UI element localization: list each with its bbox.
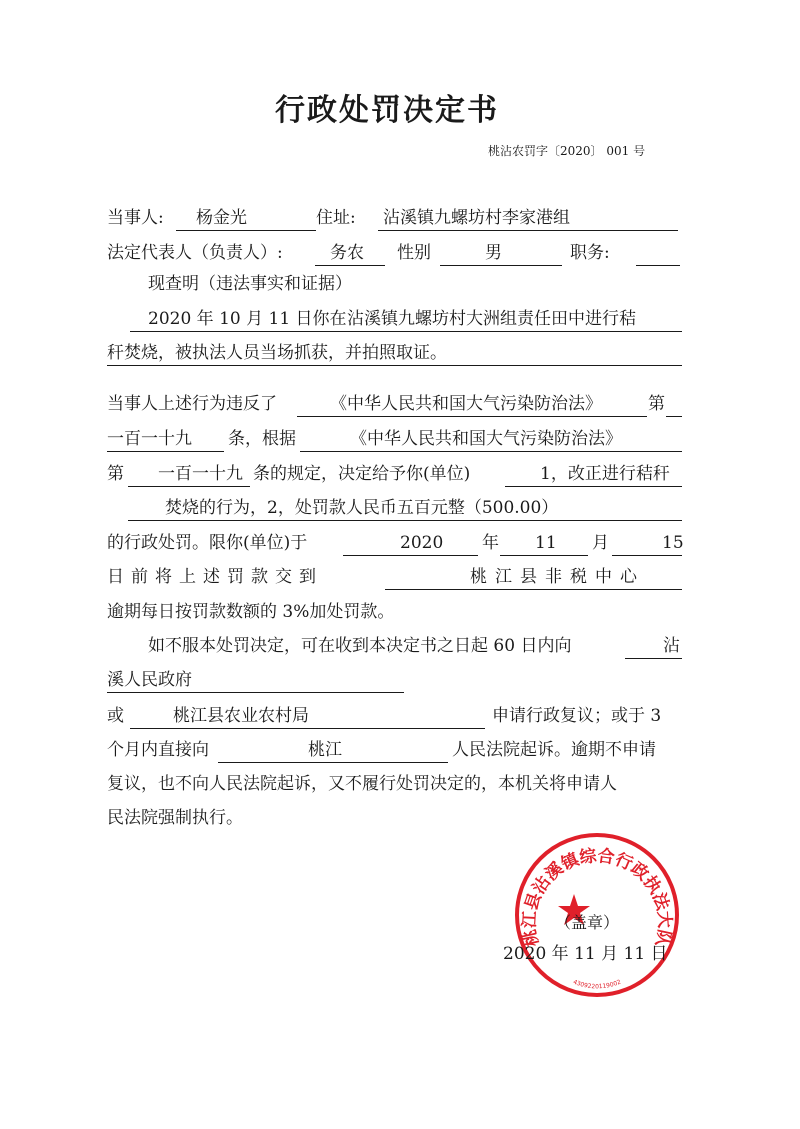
gender-underline [440, 265, 562, 266]
rule-text: 条的规定，决定给予你(单位) [253, 464, 471, 484]
deadline-line2-prefix: 日前将上述罚款交到 [107, 567, 323, 587]
appeal-or: 或 [107, 706, 124, 726]
basis-law-underline [300, 451, 682, 452]
appeal-line1: 如不服本处罚决定，可在收到本决定书之日起 60 日内向 [148, 636, 572, 656]
party-name: 杨金光 [196, 208, 247, 228]
facts-line2-underline [107, 365, 682, 366]
appeal-review-suffix: 申请行政复议；或于 3 [492, 706, 662, 726]
appeal-gov-part1: 沾 [663, 636, 680, 656]
article-number: 一百一十九 [107, 429, 192, 449]
appeal-line3-suffix: 人民法院起诉。逾期不申请 [452, 740, 656, 760]
payee-underline [385, 589, 682, 590]
document-date: 2020 年 11 月 11 日 [503, 944, 668, 964]
gender-value: 男 [485, 243, 502, 263]
article-di: 第 [648, 394, 665, 414]
facts-line1-underline [130, 331, 682, 332]
document-title: 行政处罚决定书 [275, 93, 499, 128]
deadline-year-label: 年 [482, 533, 499, 553]
gender-label: 性别 [397, 243, 431, 263]
party-label: 当事人: [107, 208, 164, 228]
article-suffix: 条，根据 [228, 429, 296, 449]
deadline-year: 2020 [400, 533, 444, 553]
legal-rep-underline [315, 265, 385, 266]
appeal-agency: 桃江县农业农村局 [173, 706, 309, 726]
address-label: 住址: [316, 208, 356, 228]
position-label: 职务: [570, 243, 610, 263]
deadline-month-underline [500, 555, 588, 556]
document-number: 桃沾农罚字〔2020〕 001 号 [488, 144, 646, 158]
deadline-month: 11 [535, 533, 557, 553]
article-di-underline [666, 416, 682, 417]
stamp-label: （盖章） [555, 913, 620, 932]
legal-rep-label: 法定代表人（负责人）: [107, 243, 283, 263]
appeal-court-underline [218, 762, 448, 763]
penalty-line2: 焚烧的行为，2，处罚款人民币五百元整（500.00） [165, 498, 559, 518]
article2-di: 第 [107, 464, 124, 484]
law-underline [297, 416, 647, 417]
appeal-gov1-underline [625, 658, 682, 659]
deadline-day: 15 [662, 533, 684, 553]
facts-heading: 现查明（违法事实和证据） [148, 274, 352, 294]
violated-law: 《中华人民共和国大气污染防治法》 [330, 394, 602, 414]
appeal-gov2-underline [107, 692, 404, 693]
basis-law: 《中华人民共和国大气污染防治法》 [350, 429, 622, 449]
article-number-underline [107, 451, 224, 452]
deadline-month-label: 月 [592, 533, 609, 553]
address-value: 沾溪镇九螺坊村李家港组 [383, 208, 570, 228]
facts-line2: 秆焚烧，被执法人员当场抓获，并拍照取证。 [107, 343, 447, 363]
appeal-agency-underline [130, 728, 485, 729]
seal-number: 4309220119002 [571, 978, 623, 991]
appeal-line5: 民法院强制执行。 [107, 808, 243, 828]
appeal-line3-prefix: 个月内直接向 [107, 740, 209, 760]
address-underline [378, 230, 678, 231]
penalty-line1: 1，改正进行秸秆 [540, 464, 670, 484]
appeal-court: 桃江 [308, 740, 342, 760]
penalty-line2-underline [128, 520, 682, 521]
appeal-line4: 复议，也不向人民法院起诉，又不履行处罚决定的，本机关将申请人 [107, 774, 617, 794]
article2-number: 一百一十九 [158, 464, 243, 484]
late-fee-text: 逾期每日按罚款数额的 3%加处罚款。 [107, 602, 395, 622]
deadline-year-underline [343, 555, 478, 556]
facts-line1-prefix: 2020 年 10 月 11 日你在 [148, 309, 347, 329]
facts-line1-place: 沾溪镇九螺坊村大洲组责任田中进行秸 [347, 309, 636, 329]
seal-ring-text: 桃江县沾溪镇综合行政执法大队 [519, 846, 675, 949]
deadline-prefix: 的行政处罚。限你(单位)于 [107, 533, 308, 553]
deadline-day-underline [612, 555, 682, 556]
penalty-line1-underline [505, 486, 682, 487]
legal-rep-value: 务农 [330, 243, 364, 263]
payee: 桃江县非税中心 [470, 567, 645, 587]
article2-underline [128, 486, 250, 487]
party-name-underline [176, 230, 316, 231]
position-underline [636, 265, 680, 266]
violation-prefix: 当事人上述行为违反了 [107, 394, 277, 414]
appeal-gov-part2: 溪人民政府 [107, 670, 192, 690]
